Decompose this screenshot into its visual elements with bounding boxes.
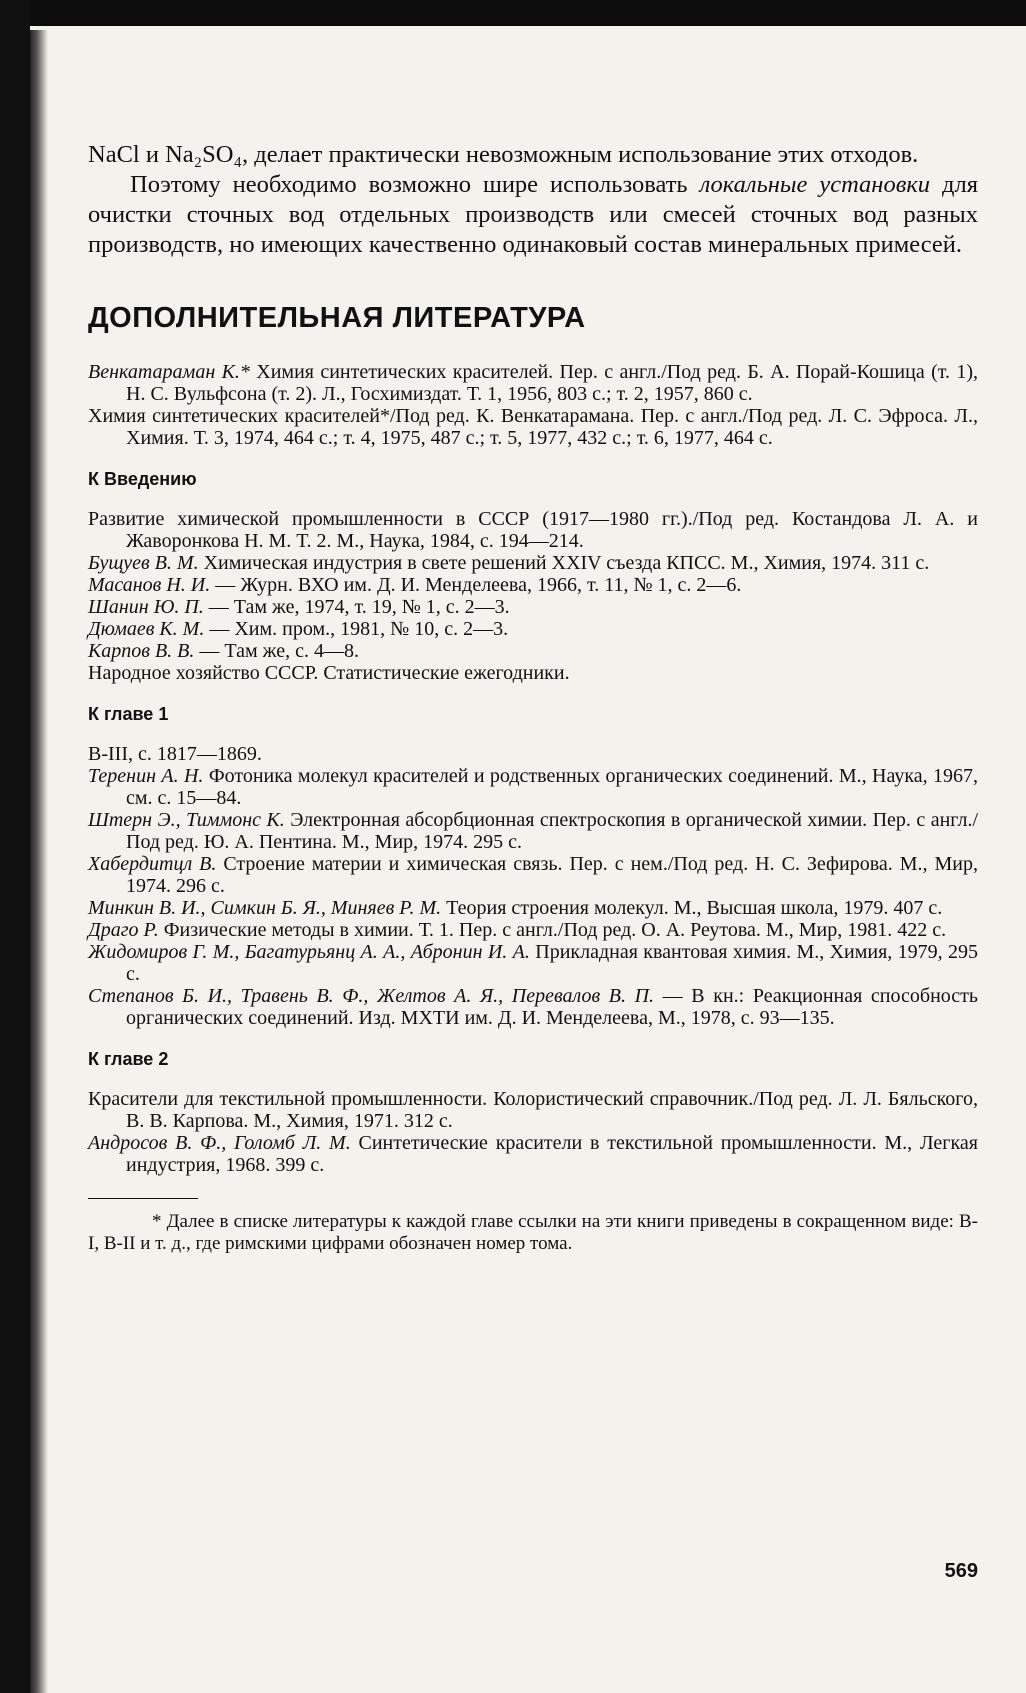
scan-edge-shadow — [30, 30, 48, 1693]
reference-item — [88, 1132, 978, 1176]
reference-item — [88, 618, 978, 640]
ref-text: Прикладная квантовая химия. М., Химия, 1979, 295 с. — [126, 941, 979, 985]
page-number: 569 — [944, 1560, 978, 1582]
ref-author: Венкатараман К.* — [88, 361, 250, 383]
ref-text: Теория строения молекул. М., Высшая школа, 1979. 407 с. — [441, 897, 943, 919]
ref-author: Степанов Б. И., Травень В. Ф., Желтов А. Я., Перевалов В. П. — [88, 985, 655, 1007]
ref-author: Жидомиров Г. М., Багатурьянц А. А., Абронин И. А. — [88, 941, 530, 963]
ref-text: Развитие химической промышленности в СССР (1917—1980 гг.)./Под ред. Костандова Л. А. и Жаворонкова Н. М. Т. 2. М., Наука, 1984, с. 194—214. — [88, 508, 978, 552]
ref-author: Штерн Э., Тиммонс К. — [88, 809, 285, 831]
ref-author: Бущуев В. М. — [88, 552, 199, 574]
ref-author: Теренин А. Н. — [88, 765, 204, 787]
reference-item — [88, 405, 978, 449]
intro-heading: К Введению — [88, 469, 197, 489]
scan-top-edge — [0, 0, 1026, 26]
ref-author: Хабердитцл В. — [88, 853, 217, 875]
chapter1-refs — [88, 743, 978, 1029]
ref-text: Строение материи и химическая связь. Пер. с нем./Под ред. Н. С. Зефирова. М., Мир, 1974. 296 с. — [126, 853, 978, 897]
intro-refs — [88, 508, 978, 684]
ref-text: — Там же, с. 4—8. — [194, 640, 359, 662]
reference-item — [88, 1088, 978, 1132]
intro-text — [88, 140, 978, 260]
reference-item — [88, 941, 978, 985]
reference-item — [88, 574, 978, 596]
ref-text: Химическая индустрия в свете решений XXIV съезда КПСС. М., Химия, 1974. 311 с. — [198, 552, 930, 574]
intro-p2-start: Поэтому необходимо возможно шире использовать — [130, 171, 700, 198]
chapter2-refs — [88, 1088, 978, 1176]
ref-author: Карпов В. В. — [88, 640, 195, 662]
reference-item — [88, 361, 978, 405]
intro-p2-end: для очистки сточных вод отдельных производств или смесей сточных вод разных производств, но имеющих качественно одинаковый состав минеральных примесей. — [88, 171, 978, 258]
reference-item — [88, 596, 978, 618]
footnote-divider — [88, 1198, 198, 1199]
scan-left-edge — [0, 0, 30, 1693]
ref-text: — Журн. ВХО им. Д. И. Менделеева, 1966, т. 11, № 1, с. 2—6. — [210, 574, 742, 596]
ref-text: Химия синтетических красителей. Пер. с англ./Под ред. Б. А. Порай-Кошица (т. 1), Н. С. Вульфсона (т. 2). Л., Госхимиздат. Т. 1, 1956, 803 с.; т. 2, 1957, 860 с. — [126, 361, 978, 405]
reference-item — [88, 897, 978, 919]
ref-text: — В кн.: Реакционная способность органических соединений. Изд. МХТИ им. Д. И. Менделеева, М., 1978, с. 93—135. — [126, 985, 979, 1029]
ref-author: Масанов Н. И. — [88, 574, 211, 596]
page — [88, 140, 978, 1255]
ref-text: Фотоника молекул красителей и родственных органических соединений. М., Наука, 1967, см. с. 15—84. — [126, 765, 978, 809]
ref-text: Народное хозяйство СССР. Статистические ежегодники. — [88, 662, 570, 684]
ref-author: Минкин В. И., Симкин Б. Я., Миняев Р. М. — [88, 897, 442, 919]
reference-item — [88, 765, 978, 809]
reference-item — [88, 985, 978, 1029]
ref-author: Шанин Ю. П. — [88, 596, 204, 618]
intro-paragraph-2 — [88, 170, 978, 260]
ref-text: Красители для текстильной промышленности. Колористический справочник./Под ред. Л. Л. Бяльского, В. В. Карпова. М., Химия, 1971. 312 с. — [88, 1088, 978, 1132]
reference-item — [88, 853, 978, 897]
reference-item — [88, 552, 978, 574]
ref-text: Химия синтетических красителей*/Под ред. К. Венкатарамана. Пер. с англ./Под ред. Л. С. Эфроса. Л., Химия. Т. 3, 1974, 464 с.; т. 4, 1975, 487 с.; т. 5, 1977, 432 с.; т. 6, 1977, 464 с. — [88, 405, 978, 449]
ref-text: Синтетические красители в текстильной промышленности. М., Легкая индустрия, 1968. 399 с. — [126, 1132, 978, 1176]
intro-paragraph-1: NaCl и Na₂SO₄, делает практически невозможным использование этих отходов. — [88, 141, 919, 168]
reference-item — [88, 508, 978, 552]
ref-author: Драго Р. — [88, 919, 159, 941]
ref-text: В-III, с. 1817—1869. — [88, 743, 262, 765]
general-refs — [88, 361, 978, 449]
intro-p2-emphasis: локальные установки — [699, 171, 931, 198]
ref-text: — Хим. пром., 1981, № 10, с. 2—3. — [204, 618, 509, 640]
ref-author: Дюмаев К. М. — [88, 618, 205, 640]
reference-item — [88, 743, 978, 765]
ref-text: Электронная абсорбционная спектроскопия в органической химии. Пер. с англ./Под ред. Ю. А. Пентина. М., Мир, 1974. 295 с. — [126, 809, 979, 853]
ref-text: — Там же, 1974, т. 19, № 1, с. 2—3. — [203, 596, 510, 618]
ref-author: Андросов В. Ф., Голомб Л. М. — [88, 1132, 351, 1154]
chapter2-heading: К главе 2 — [88, 1049, 169, 1069]
reference-item — [88, 640, 978, 662]
reference-item — [88, 662, 978, 684]
footnote: * Далее в списке литературы к каждой главе ссылки на эти книги приведены в сокращенном виде: В-I, В-II и т. д., где римскими цифрами обозначен номер тома. — [88, 1211, 978, 1254]
section-title: ДОПОЛНИТЕЛЬНАЯ ЛИТЕРАТУРА — [88, 302, 586, 334]
ref-text: Физические методы в химии. Т. 1. Пер. с англ./Под ред. О. А. Реутова. М., Мир, 1981. 422 с. — [158, 919, 947, 941]
chapter1-heading: К главе 1 — [88, 704, 169, 724]
reference-item — [88, 809, 978, 853]
reference-item — [88, 919, 978, 941]
